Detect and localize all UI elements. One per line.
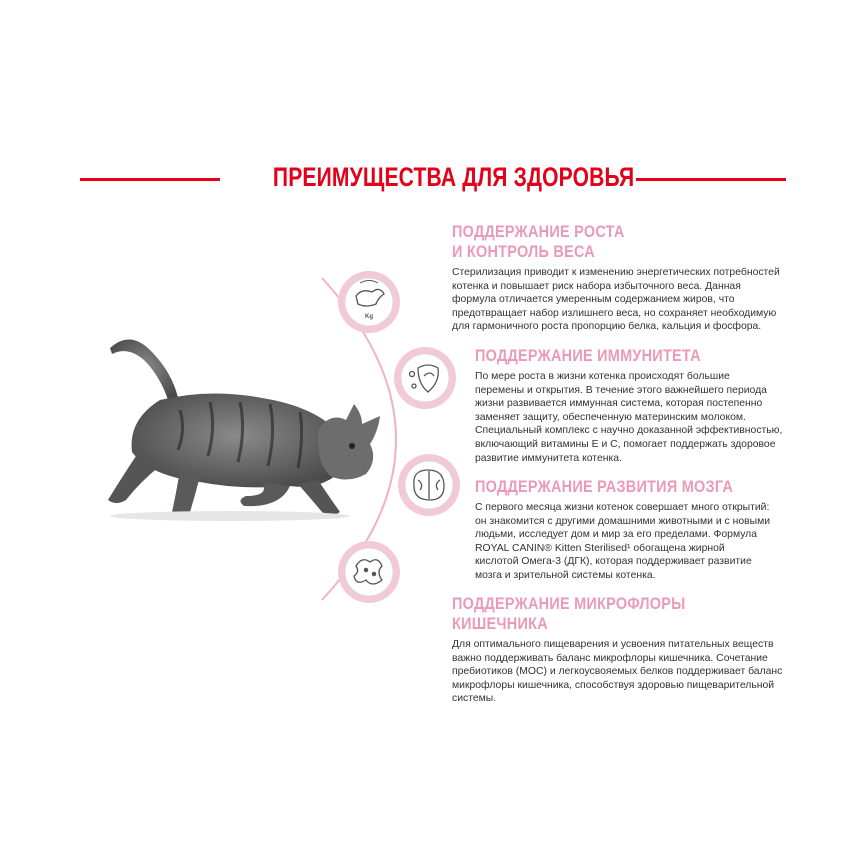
- weight-kg-label: Kg: [365, 314, 373, 320]
- kitten-photo: [108, 339, 380, 521]
- benefit-title-line2: И КОНТРОЛЬ ВЕСА: [452, 242, 595, 261]
- benefit-immunity: [475, 346, 795, 465]
- benefit-icon-circle-2: [394, 347, 456, 409]
- benefit-title-line1: ПОДДЕРЖАНИЕ ИММУНИТЕТА: [475, 346, 701, 365]
- benefit-title-line1: ПОДДЕРЖАНИЕ МИКРОФЛОРЫ: [452, 594, 686, 613]
- benefit-description: С первого месяца жизни котенок совершает много открытий: он знакомится с другими домашними животными и с новыми людьми, исследует дом и мир за его пределами. Формула ROYAL CANIN® Kitten Sterilised¹ обогащена жирной кислотой Омега-3 (ДГК), которая поддерживает развитие мозга и зрительной системы котенка.: [475, 502, 771, 581]
- benefit-description: По мере роста в жизни котенка происходят большие перемены и открытия. В течение этого важнейшего периода жизни развивается иммунная система, которая постепенно заменяет защиту, обеспеченную материнским молоком. Специальный комплекс с научно доказанной эффективностью, включающий витамины Е и С, помогает поддержать здоровое развитие иммунитета котенка.: [475, 371, 783, 464]
- benefit-brain: [475, 477, 795, 583]
- benefit-growth-weight: [452, 222, 792, 334]
- benefit-title-line2: КИШЕЧНИКА: [452, 614, 548, 633]
- benefit-intestinal-flora: [452, 594, 792, 706]
- benefit-title-line1: ПОДДЕРЖАНИЕ РОСТА: [452, 222, 625, 241]
- page-title: ПРЕИМУЩЕСТВА ДЛЯ ЗДОРОВЬЯ: [272, 162, 635, 192]
- benefit-icon-circle-3: [398, 454, 460, 516]
- benefit-icon-circle-1: [338, 271, 400, 333]
- benefit-description: Для оптимального пищеварения и усвоения питательных веществ важно поддерживать баланс микрофлоры кишечника. Сочетание пребиотиков (МОС) и легкоусвояемых белков поддерживает баланс микрофлоры кишечника, способствуя здоровью пищеварительной системы.: [452, 639, 783, 705]
- benefit-description: Стерилизация приводит к изменению энергетических потребностей котенка и повышает риск набора избыточного веса. Данная формула отличается умеренным содержанием жиров, что предотвращает набор излишнего веса, но сохраняет необходимую для гармоничного роста пропорцию белка, кальция и фосфора.: [452, 267, 780, 333]
- benefit-title-line1: ПОДДЕРЖАНИЕ РАЗВИТИЯ МОЗГА: [475, 477, 734, 496]
- benefit-icon-circle-4: [338, 541, 400, 603]
